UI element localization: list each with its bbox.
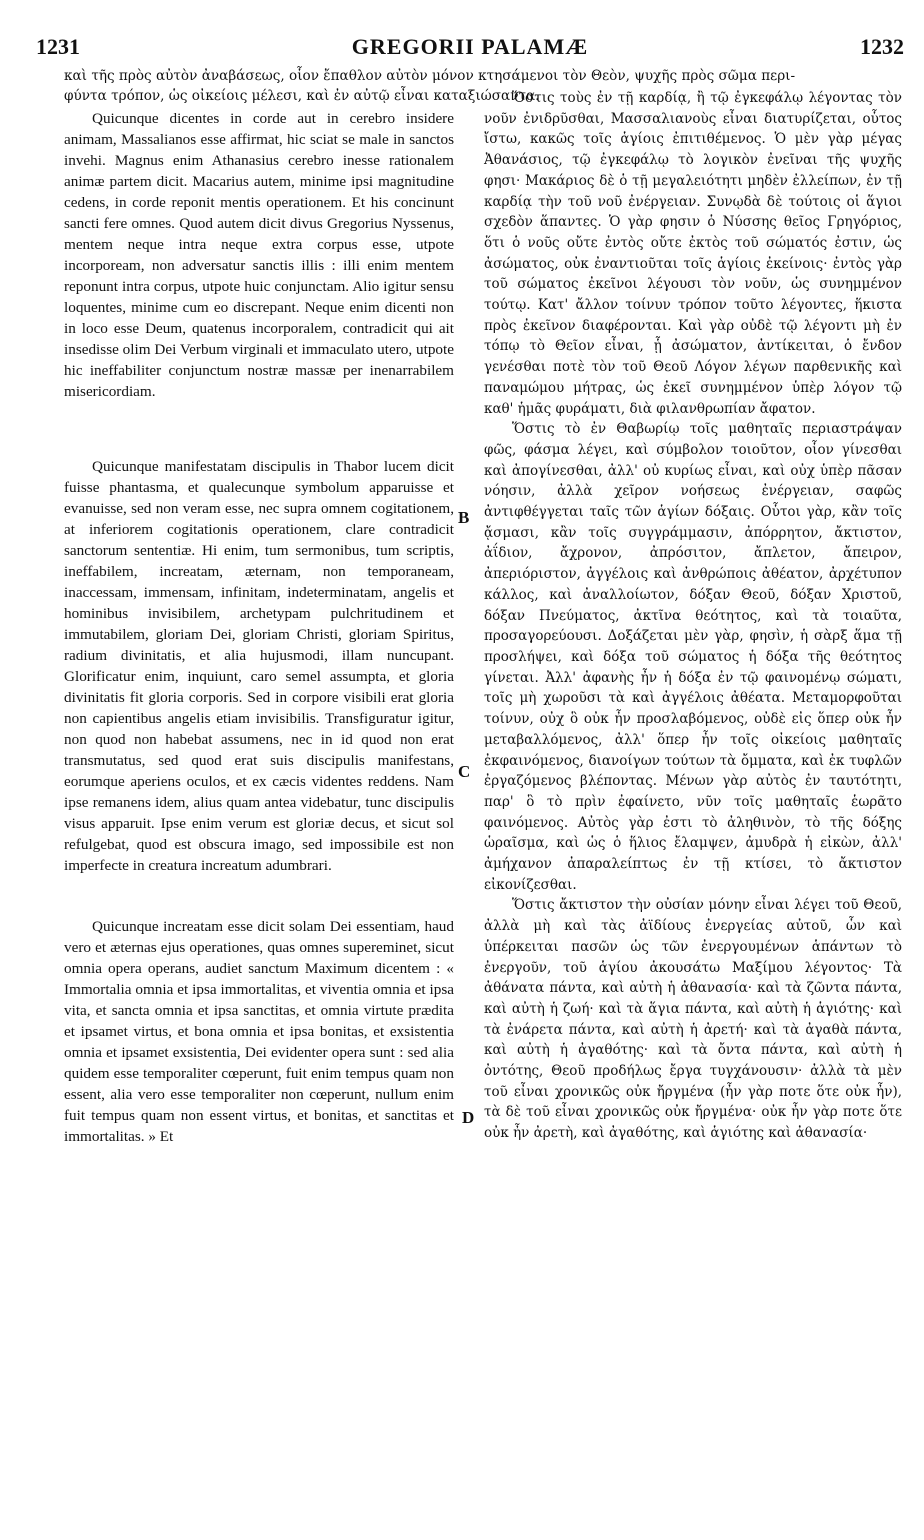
latin-paragraph: Quicunque dicentes in corde aut in cerebro insidere animam, Massalianos esse affirmat, hic sciat se male in sanctos invehi. Magnus enim Athanasius cerebro inesse rationalem animæ partem dicit. Macarius autem, minime ipsi magnitudine cedens, in corde reponit mentis operationem. Et his concinunt sancti fere omnes. Quod autem dicit divus Gregorius Nyssenus, mentem neque intra neque extra corpus esse, utpote incorpoream, non adversatur sanctis illis : illi enim mentem reponunt intra corpus, utpote huic conjunctam. Alio igitur sensu loquentes, minime cum eo discrepant. Neque enim dicenti non in loco esse Deum, quatenus incorporalem, contradicit qui ait insedisse olim Dei Verbum virginali et immaculato utero, utpote hic ineffabiliter conjunctum nostræ massæ per inenarrabilem misericordiam.	[64, 110, 454, 400]
margin-marker-c: C	[458, 762, 471, 781]
margin-marker-d: D	[462, 1108, 475, 1127]
greek-paragraph: Ὅστις τοὺς ἐν τῇ καρδίᾳ, ἢ τῷ ἐγκεφάλῳ λέγοντας τὸν νοῦν ἐνιδρῦσθαι, Μασσαλιανοὺς εἶναι διατυρίζεται, οὗτος ἴστω, κακῶς τοῖς ἁγίοις ἐπιτιθέμενος. Ὁ μὲν γὰρ μέγας Ἀθανάσιος, τῷ ἐγκεφάλῳ τὸ λογικὸν ἐνεῖναι τῆς ψυχῆς φησι· Μακάριος δὲ ὁ τῇ μεγαλειότητι μηδὲν ἐλλείπων, ἐν τῇ καρδίᾳ τὴν τοῦ νοῦ ἐνέργειαν. Συνῳδὰ δὲ τούτοις οἱ ἅγιοι σχεδὸν ἅπαντες. Ὁ γὰρ φησιν ὁ Νύσσης θεῖος Γρηγόριος, ὅτι ὁ νοῦς οὔτε ἐντὸς οὔτε ἐκτὸς τοῦ σώματός ἐστιν, ὡς ἀσώματος, οὐκ ἐναντιοῦται τοῖς ἁγίοις ἐκείνοις· ἐντὸς γὰρ τοῦ σώματος ἐκεῖνοι λέγουσι τὸν νοῦν, ὡς συνημμένον τούτῳ. Κατ' ἄλλον τοίνυν τρόπον τοῦτο λέγοντες, ἥκιστα πρὸς ἐκεῖνον διαφέρονται. Καὶ γὰρ οὐδὲ τῷ λέγοντι μὴ ἐν τόπῳ τὸ Θεῖον εἶναι, ᾗ ἀσώματον, ἀντίκειται, ὁ ἔνδον γενέσθαι ποτὲ τὸν τοῦ Θεοῦ Λόγον λέγων παρθενικῆς καὶ παναμώμου μήτρας, ὡς ἐκεῖ συνημμένον ὑπὲρ λόγον τῷ καθ' ἡμᾶς φυράματι, διὰ φιλανθρωπίαν ἄφατον.	[484, 90, 902, 417]
latin-paragraph: Quicunque manifestatam discipulis in Thabor lucem dicit fuisse phantasma, et qualecunque symbolum apparuisse et evanuisse, sed non veram esse, nec supra omnem cogitationem, at inferiorem cogitationis operationem, clare contradicit sanctorum sententiæ. Hi enim, tum sermonibus, tum scriptis, ineffabilem, increatam, æternam, non temporaneam, inaccessam, immensam, infinitam, indeterminatam, angelis et hominibus invisibilem, archetypam pulchritudinem et immutabilem, gloriam Dei, gloriam Christi, gloriam Spiritus, radium divinitatis, et alia hujusmodi, illam nuncupant. Glorificatur enim, inquiunt, caro semel assumpta, et gloria divinitatis fit gloria corporis. Sed in corpore visibili erat gloria non capientibus angelis etiam invisibilis. Transfiguratur igitur, non quod non habebat assumens, nec in id quod non erat transmutatus, sed quod erat suis discipulis manifestans, eorumque aperiens oculos, et ex cæcis videntes reddens. Nam ipse remanens idem, alius quam antea videbatur, tunc discipulis visus apparuit. Ipse enim verum est gloriæ decus, et sicut sol refulgebat, quod est obscura imago, sed impossibile est non imperfecte in creatura increatum adumbrari.	[64, 458, 454, 874]
greek-continuation-line-2: φύντα τρόπον, ὡς οἰκείοις μέλεσι, καὶ ἐν αὐτῷ εἶναι καταξιώσαντα.	[64, 88, 540, 104]
latin-paragraph: Quicunque increatam esse dicit solam Dei essentiam, haud vero et æternas ejus operationes, quas omnes supereminet, sicut omnia opera operans, audiet sanctum Maximum dicentem : « Immortalia omnia et ipsa immortalitas, et viventia omnia et ipsa vita, et sancta omnia et ipsa sanctitas, et omnia virtute prædita et ipsamet virtus, et bona omnia et ipsa bonitas, et exsistentia omnia et ipsamet exsistentia, Dei evidenter opera sunt : sed alia quidem esse temporaliter cœperunt, fuit enim tempus quam non essent, alia vero esse temporaliter non cœperunt, nullum enim fuit tempus quam non essent virtus, et bonitas, et sanctitas et immortalitas. » Et	[64, 918, 454, 1145]
greek-column	[484, 88, 902, 1144]
latin-column	[64, 108, 454, 1147]
running-header	[36, 34, 904, 60]
right-page-number: 1232	[860, 34, 904, 59]
left-page-number: 1231	[36, 34, 80, 59]
greek-paragraph: Ὅστις τὸ ἐν Θαβωρίῳ τοῖς μαθηταῖς περιαστράψαν φῶς, φάσμα λέγει, καὶ σύμβολον τοιοῦτον, οἷον γίνεσθαι καὶ ἀπογίνεσθαι, ἀλλ' οὐ κυρίως εἶναι, καὶ οὐχ ὑπὲρ πᾶσαν νόησιν, ἀλλὰ χεῖρον νοήσεως ἐνέργειαν, σαφῶς ἀντιφθέγγεται ταῖς τῶν ἁγίων δόξαις. Οὗτοι γὰρ, κἂν τοῖς ᾄσμασι, κἂν τοῖς συγγράμμασιν, ἀπόρρητον, ἄκτιστον, ἀΐδιον, ἄχρονον, ἀπρόσιτον, ἄπλετον, ἄπειρον, ἀπεριόριστον, ἀγγέλοις καὶ ἀνθρώποις ἀθέατον, ἀρχέτυπον κάλλος, καὶ ἀναλλοίωτον, δόξαν Θεοῦ, δόξαν Χριστοῦ, δόξαν Πνεύματος, ἀκτῖνα θεότητος, καὶ τὰ τοιαῦτα, προσαγορεύουσι. Δοξάζεται μὲν γὰρ, φησὶν, ἡ σὰρξ ἅμα τῇ προσλήψει, καὶ δόξα τοῦ σώματος ἡ δόξα τῆς θεότητος γίνεται. Ἀλλ' ἀφανὴς ἦν ἡ δόξα ἐν τῷ φαινομένῳ σώματι, τοῖς μὴ χωροῦσι τὰ καὶ ἀγγέλοις ἀθέατα. Μεταμορφοῦται τοίνυν, οὐχ ὃ οὐκ ἦν προσλαβόμενος, οὐδὲ εἰς ὅπερ οὐκ ἦν μεταβαλλόμενος, ἀλλ' ὅπερ ἦν τοῖς οἰκείοις μαθηταῖς ἐκφαινόμενος, διανοίγων τούτων τὰ ὄμματα, καὶ ἐκ τυφλῶν ἐργαζόμενος βλέποντας. Μένων γὰρ αὐτὸς ἐν ταυτότητι, παρ' ὃ τὸ πρὶν ἐφαίνετο, νῦν τοῖς μαθηταῖς ἑωρᾶτο φαινόμενος. Αὐτὸς γὰρ ἐστι τὸ ἀληθινὸν, τὸ τῆς δόξης ὡραῖσμα, καὶ ὡς ὁ ἥλιος ἔλαμψεν, ἀμυδρὰ ἡ εἰκὼν, ἀλλ' ἀμήχανον ἀπαραλείπτως ἐν τῇ κτίσει, τὸ ἄκτιστον εἰκονίζεσθαι.	[484, 421, 902, 893]
margin-marker-b: B	[458, 508, 470, 527]
running-title: GREGORII PALAMÆ	[351, 34, 589, 59]
greek-paragraph: Ὅστις ἄκτιστον τὴν οὐσίαν μόνην εἶναι λέγει τοῦ Θεοῦ, ἀλλὰ μὴ καὶ τὰς ἀϊδίους ἐνεργείας αὐτοῦ, ὧν καὶ ὑπέρκειται πασῶν ὡς τῶν ἐνεργουμένων ἁπάντων τὸ ἐνεργοῦν, τοῦ ἁγίου ἀκουσάτω Μαξίμου λέγοντος· Τὰ ἀθάνατα πάντα, καὶ αὐτὴ ἡ ἀθανασία· καὶ τὰ ζῶντα πάντα, καὶ αὐτὴ ἡ ζωή· καὶ τὰ ἅγια πάντα, καὶ αὐτὴ ἡ ἁγιότης· καὶ τὰ ἐνάρετα πάντα, καὶ αὐτὴ ἡ ἀρετή· καὶ τὰ ἀγαθὰ πάντα, καὶ αὐτὴ ἡ ἀγαθότης· καὶ τὰ ὄντα πάντα, καὶ αὐτὴ ἡ ὀντότης, Θεοῦ προδήλως ἔργα τυγχάνουσιν· ἀλλὰ τὰ μὲν τοῦ εἶναι χρονικῶς οὐκ ἤργμένα (ἦν γὰρ ποτε ὅτε οὐκ ἦν), τὰ δὲ τοῦ εἶναι χρονικῶς οὐκ ἤργμένα· οὐκ ἦν γὰρ ποτε ὅτε οὐκ ἦν ἀρετὴ, καὶ ἀγαθότης, καὶ ἁγιότης καὶ ἀθανασία·	[484, 897, 902, 1142]
greek-continuation-line-1: καὶ τῆς πρὸς αὐτὸν ἀναβάσεως, οἷον ἔπαθλον αὐτὸν μόνον κτησάμενοι τὸν Θεὸν, ψυχῆς πρὸς σῶμα περι-	[64, 68, 796, 84]
